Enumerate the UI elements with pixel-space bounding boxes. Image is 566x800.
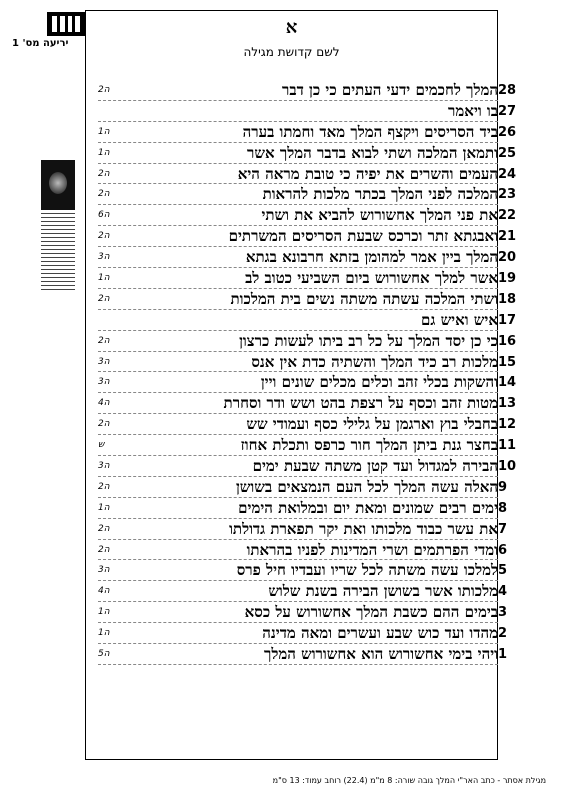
line-marker: 2ה [98, 335, 110, 346]
line-number: 20 [498, 250, 517, 266]
line-number: 13 [498, 396, 517, 412]
line-text: למלכו עשה משתה לכל שריו ועבדיו חיל פרס [236, 561, 498, 580]
line-text: את פני המלך אחשורוש להביא את ושתי [261, 206, 498, 225]
text-line [98, 456, 517, 477]
line-number: 24 [498, 166, 517, 182]
text-line [98, 519, 508, 540]
line-text: בו ויאמר [448, 101, 498, 120]
line-marker: 1ה [98, 607, 110, 618]
line-text: מלכות רב כיד המלך והשתיה כדת אין אנס [251, 352, 498, 371]
line-number: 11 [498, 438, 517, 454]
line-marker: 2ה [98, 481, 110, 492]
text-line [98, 560, 508, 581]
text-line [98, 372, 517, 393]
line-number: 19 [498, 271, 517, 287]
line-marker: 3ה [98, 356, 110, 367]
line-text: ושתי המלכה עשתה משתה נשים בית המלכות [230, 289, 498, 308]
line-number: 9 [498, 479, 508, 495]
line-number: 16 [498, 333, 517, 349]
line-text: מלכותו אשר בשושן הבירה בשנת שלוש [268, 582, 498, 601]
line-marker: 2ה [98, 168, 110, 179]
text-line [98, 477, 508, 498]
text-line [98, 184, 517, 205]
line-marker: 4ה [98, 398, 110, 409]
line-text: ואבגתא זתר וכרכס שבעת הסריסים המשרתים [228, 227, 498, 246]
text-line [98, 435, 517, 456]
text-line [98, 226, 517, 247]
line-marker: 1ה [98, 126, 110, 137]
line-text: כי כן יסד המלך על כל רב ביתו לעשות כרצון [239, 331, 498, 350]
side-thumbnail-image [41, 160, 75, 210]
line-marker: 1ה [98, 147, 110, 158]
text-line [98, 498, 508, 519]
text-line [98, 623, 508, 644]
footer-note: מגילת אסתר - כתב האר"י המלך גובה שורה: 8 מ"מ (22.4) רוחב עמוד: 13 ס"מ [272, 776, 546, 785]
line-text: את עשר כבוד מלכותו ואת יקר תפארת גדולתו [229, 519, 498, 538]
line-number: 7 [498, 521, 508, 537]
line-number: 10 [498, 459, 517, 475]
line-text: ויהי בימי אחשורוש הוא אחשורוש המלך [263, 645, 498, 664]
text-line [98, 581, 508, 602]
line-text: מהדו ועד כוש שבע ועשרים ומאה מדינה [262, 624, 498, 643]
line-number: 22 [498, 208, 517, 224]
line-number: 4 [498, 584, 508, 600]
text-line [98, 268, 517, 289]
line-number: 18 [498, 291, 517, 307]
line-text: האלה עשה המלך לכל העם הנמצאים בשושן [235, 477, 498, 496]
line-marker: 1ה [98, 502, 110, 513]
line-marker: 2ה [98, 85, 110, 95]
line-text: ומדי הפרתמים ושרי המדינות לפניו בהראתו [246, 540, 498, 559]
line-text: ימים רבים שמונים ומאת יום ובמלואת הימים [238, 498, 498, 517]
line-number: 3 [498, 605, 508, 621]
line-text: ותמאן המלכה ושתי לבוא בדבר המלך אשר [247, 143, 498, 162]
line-number: 5 [498, 563, 508, 579]
text-line [98, 331, 517, 352]
line-text: מטות זהב וכסף על רצפת בהט ושש ודר וסחרת [223, 394, 498, 413]
line-number: 26 [498, 124, 517, 140]
line-number: 12 [498, 417, 517, 433]
line-marker: 2ה [98, 419, 110, 430]
text-line [98, 602, 508, 623]
line-number: 6 [498, 542, 508, 558]
text-line [98, 122, 517, 143]
line-number: 1 [498, 647, 508, 663]
line-text: הבירה למגדול ועד קטן משתה שבעת ימים [252, 457, 498, 476]
line-number: 2 [498, 626, 508, 642]
line-number: 27 [498, 103, 517, 119]
text-line [98, 143, 517, 164]
line-number: 21 [498, 229, 517, 245]
line-marker: 3ה [98, 565, 110, 576]
text-line [98, 644, 508, 665]
logo [47, 12, 85, 36]
line-text: בחצר גנת ביתן המלך חור כרפס ותכלת אחוז [240, 436, 498, 455]
line-marker: 6ה [98, 210, 110, 221]
line-text: איש ואיש גם [421, 310, 498, 329]
line-number: 23 [498, 187, 517, 203]
line-number: 28 [498, 83, 517, 98]
line-number: 17 [498, 312, 517, 328]
line-number: 14 [498, 375, 517, 391]
scroll-lines [98, 80, 517, 665]
line-marker: 3ה [98, 461, 110, 472]
line-number: 8 [498, 500, 508, 516]
line-marker: ש [98, 440, 105, 451]
text-line [98, 80, 517, 101]
line-marker: 2ה [98, 544, 110, 555]
sheet-id: יריעה מס' 1 [12, 38, 69, 49]
line-text: המלך לחכמים ידעי העתים כי כן דבר [281, 81, 498, 99]
line-number: 25 [498, 145, 517, 161]
line-marker: 4ה [98, 586, 110, 597]
column-letter: א [285, 17, 298, 38]
line-marker: 1ה [98, 273, 110, 284]
text-line [98, 289, 517, 310]
column-title: לשם קדושת מגילה [243, 45, 340, 59]
text-line [98, 205, 517, 226]
line-marker: 1ה [98, 628, 110, 639]
line-text: בחבלי בוץ וארגמן על גלילי כסף ועמודי שש [246, 415, 498, 434]
line-text: והשקות בכלי זהב וכלים מכלים שונים ויין [260, 373, 498, 392]
text-line [98, 393, 517, 414]
line-marker: 5ה [98, 649, 110, 660]
line-marker: 3ה [98, 377, 110, 388]
text-line [98, 414, 517, 435]
text-line [98, 247, 517, 268]
line-marker: 2ה [98, 231, 110, 242]
line-number: 15 [498, 354, 517, 370]
text-line [98, 101, 517, 122]
text-line [98, 540, 508, 561]
line-marker: 2ה [98, 523, 110, 534]
line-text: בימים ההם כשבת המלך אחשורוש על כסא [244, 603, 498, 622]
line-marker: 3ה [98, 252, 110, 263]
text-line [98, 164, 517, 185]
line-marker: 2ה [98, 293, 110, 304]
line-text: ביד הסריסים ויקצף המלך מאד וחמתו בערה [242, 122, 498, 141]
line-text: העמים והשרים את יפיה כי טובת מראה היא [237, 164, 498, 183]
side-caption [41, 210, 75, 318]
line-text: המלכה לפני המלך בכתר מלכות להראות [262, 185, 498, 204]
line-text: המלך ביין אמר למהומן בזתא חרבונא בגתא [245, 248, 498, 267]
text-line [98, 352, 517, 373]
line-text: אשר למלך אחשורוש ביום השביעי כטוב לב [245, 269, 498, 288]
line-marker: 2ה [98, 189, 110, 200]
text-line [98, 310, 517, 331]
